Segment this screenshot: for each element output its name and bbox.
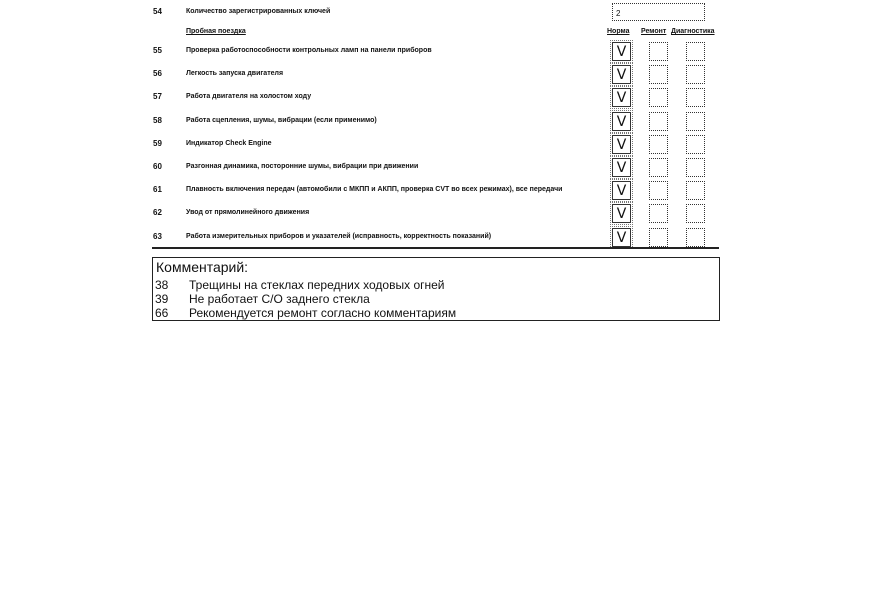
checkbox-norm[interactable]	[612, 88, 631, 107]
checkbox-repair[interactable]	[649, 228, 668, 247]
row-number: 59	[153, 139, 162, 148]
row-label: Работа измерительных приборов и указателей (исправность, корректность показаний)	[186, 233, 492, 240]
comment-number: 66	[155, 306, 169, 320]
row-label: Индикатор Check Engine	[186, 140, 272, 147]
checkbox-norm[interactable]	[612, 135, 631, 154]
comment-text: Трещины на стеклах передних ходовых огней	[189, 278, 445, 292]
row-label: Работа двигателя на холостом ходу	[186, 93, 312, 100]
checkbox-diagnostics[interactable]	[686, 228, 705, 247]
row-number: 56	[153, 69, 162, 78]
check-mark: V	[616, 137, 627, 153]
checkbox-repair[interactable]	[649, 204, 668, 223]
column-header-norm: Норма	[607, 28, 630, 35]
checkbox-repair[interactable]	[649, 158, 668, 177]
comments-title: Комментарий:	[156, 259, 249, 275]
comment-number: 38	[155, 278, 169, 292]
comment-text: Рекомендуется ремонт согласно комментариям	[189, 306, 457, 320]
table-divider	[152, 247, 719, 249]
check-mark: V	[616, 90, 627, 106]
keys-count-value: 2	[616, 9, 621, 18]
row-label: Легкость запуска двигателя	[186, 70, 284, 77]
row-number: 54	[153, 7, 162, 16]
checkbox-repair[interactable]	[649, 88, 668, 107]
check-mark: V	[616, 230, 627, 246]
checkbox-diagnostics[interactable]	[686, 158, 705, 177]
checkbox-diagnostics[interactable]	[686, 112, 705, 131]
row-label: Проверка работоспособности контрольных ламп на панели приборов	[186, 47, 432, 54]
column-header-repair: Ремонт	[641, 28, 667, 35]
row-label: Разгонная динамика, посторонние шумы, вибрации при движении	[186, 163, 419, 170]
comment-text: Не работает С/О заднего стекла	[189, 292, 370, 306]
row-number: 60	[153, 162, 162, 171]
checkbox-diagnostics[interactable]	[686, 181, 705, 200]
row-number: 61	[153, 185, 162, 194]
row-number: 63	[153, 232, 162, 241]
checkbox-diagnostics[interactable]	[686, 88, 705, 107]
checkbox-repair[interactable]	[649, 65, 668, 84]
row-number: 55	[153, 46, 162, 55]
checkbox-diagnostics[interactable]	[686, 135, 705, 154]
comments-box	[152, 257, 720, 321]
row-number: 58	[153, 116, 162, 125]
checkbox-diagnostics[interactable]	[686, 65, 705, 84]
row-number: 62	[153, 208, 162, 217]
comment-number: 39	[155, 292, 169, 306]
checkbox-norm[interactable]	[612, 42, 631, 61]
checkbox-diagnostics[interactable]	[686, 42, 705, 61]
checkbox-norm[interactable]	[612, 65, 631, 84]
checkbox-norm[interactable]	[612, 112, 631, 131]
check-mark: V	[616, 67, 627, 83]
checkbox-norm[interactable]	[612, 228, 631, 247]
check-mark: V	[616, 160, 627, 176]
column-header-diagnostics: Диагностика	[671, 28, 715, 35]
check-mark: V	[616, 206, 627, 222]
check-mark: V	[616, 183, 627, 199]
row-label: Плавность включения передач (автомобили с МКПП и АКПП, проверка CVT во всех режимах), все передачи	[186, 186, 563, 193]
section-title: Пробная поездка	[186, 28, 246, 35]
keys-count-field[interactable]	[612, 3, 705, 21]
checkbox-repair[interactable]	[649, 135, 668, 154]
row-label: Количество зарегистрированных ключей	[186, 8, 331, 15]
checkbox-norm[interactable]	[612, 158, 631, 177]
checkbox-repair[interactable]	[649, 112, 668, 131]
row-number: 57	[153, 92, 162, 101]
checkbox-repair[interactable]	[649, 181, 668, 200]
checkbox-diagnostics[interactable]	[686, 204, 705, 223]
row-label: Увод от прямолинейного движения	[186, 209, 310, 216]
check-mark: V	[616, 114, 627, 130]
check-mark: V	[616, 44, 627, 60]
checkbox-repair[interactable]	[649, 42, 668, 61]
row-label: Работа сцепления, шумы, вибрации (если применимо)	[186, 117, 377, 124]
checkbox-norm[interactable]	[612, 204, 631, 223]
checkbox-norm[interactable]	[612, 181, 631, 200]
